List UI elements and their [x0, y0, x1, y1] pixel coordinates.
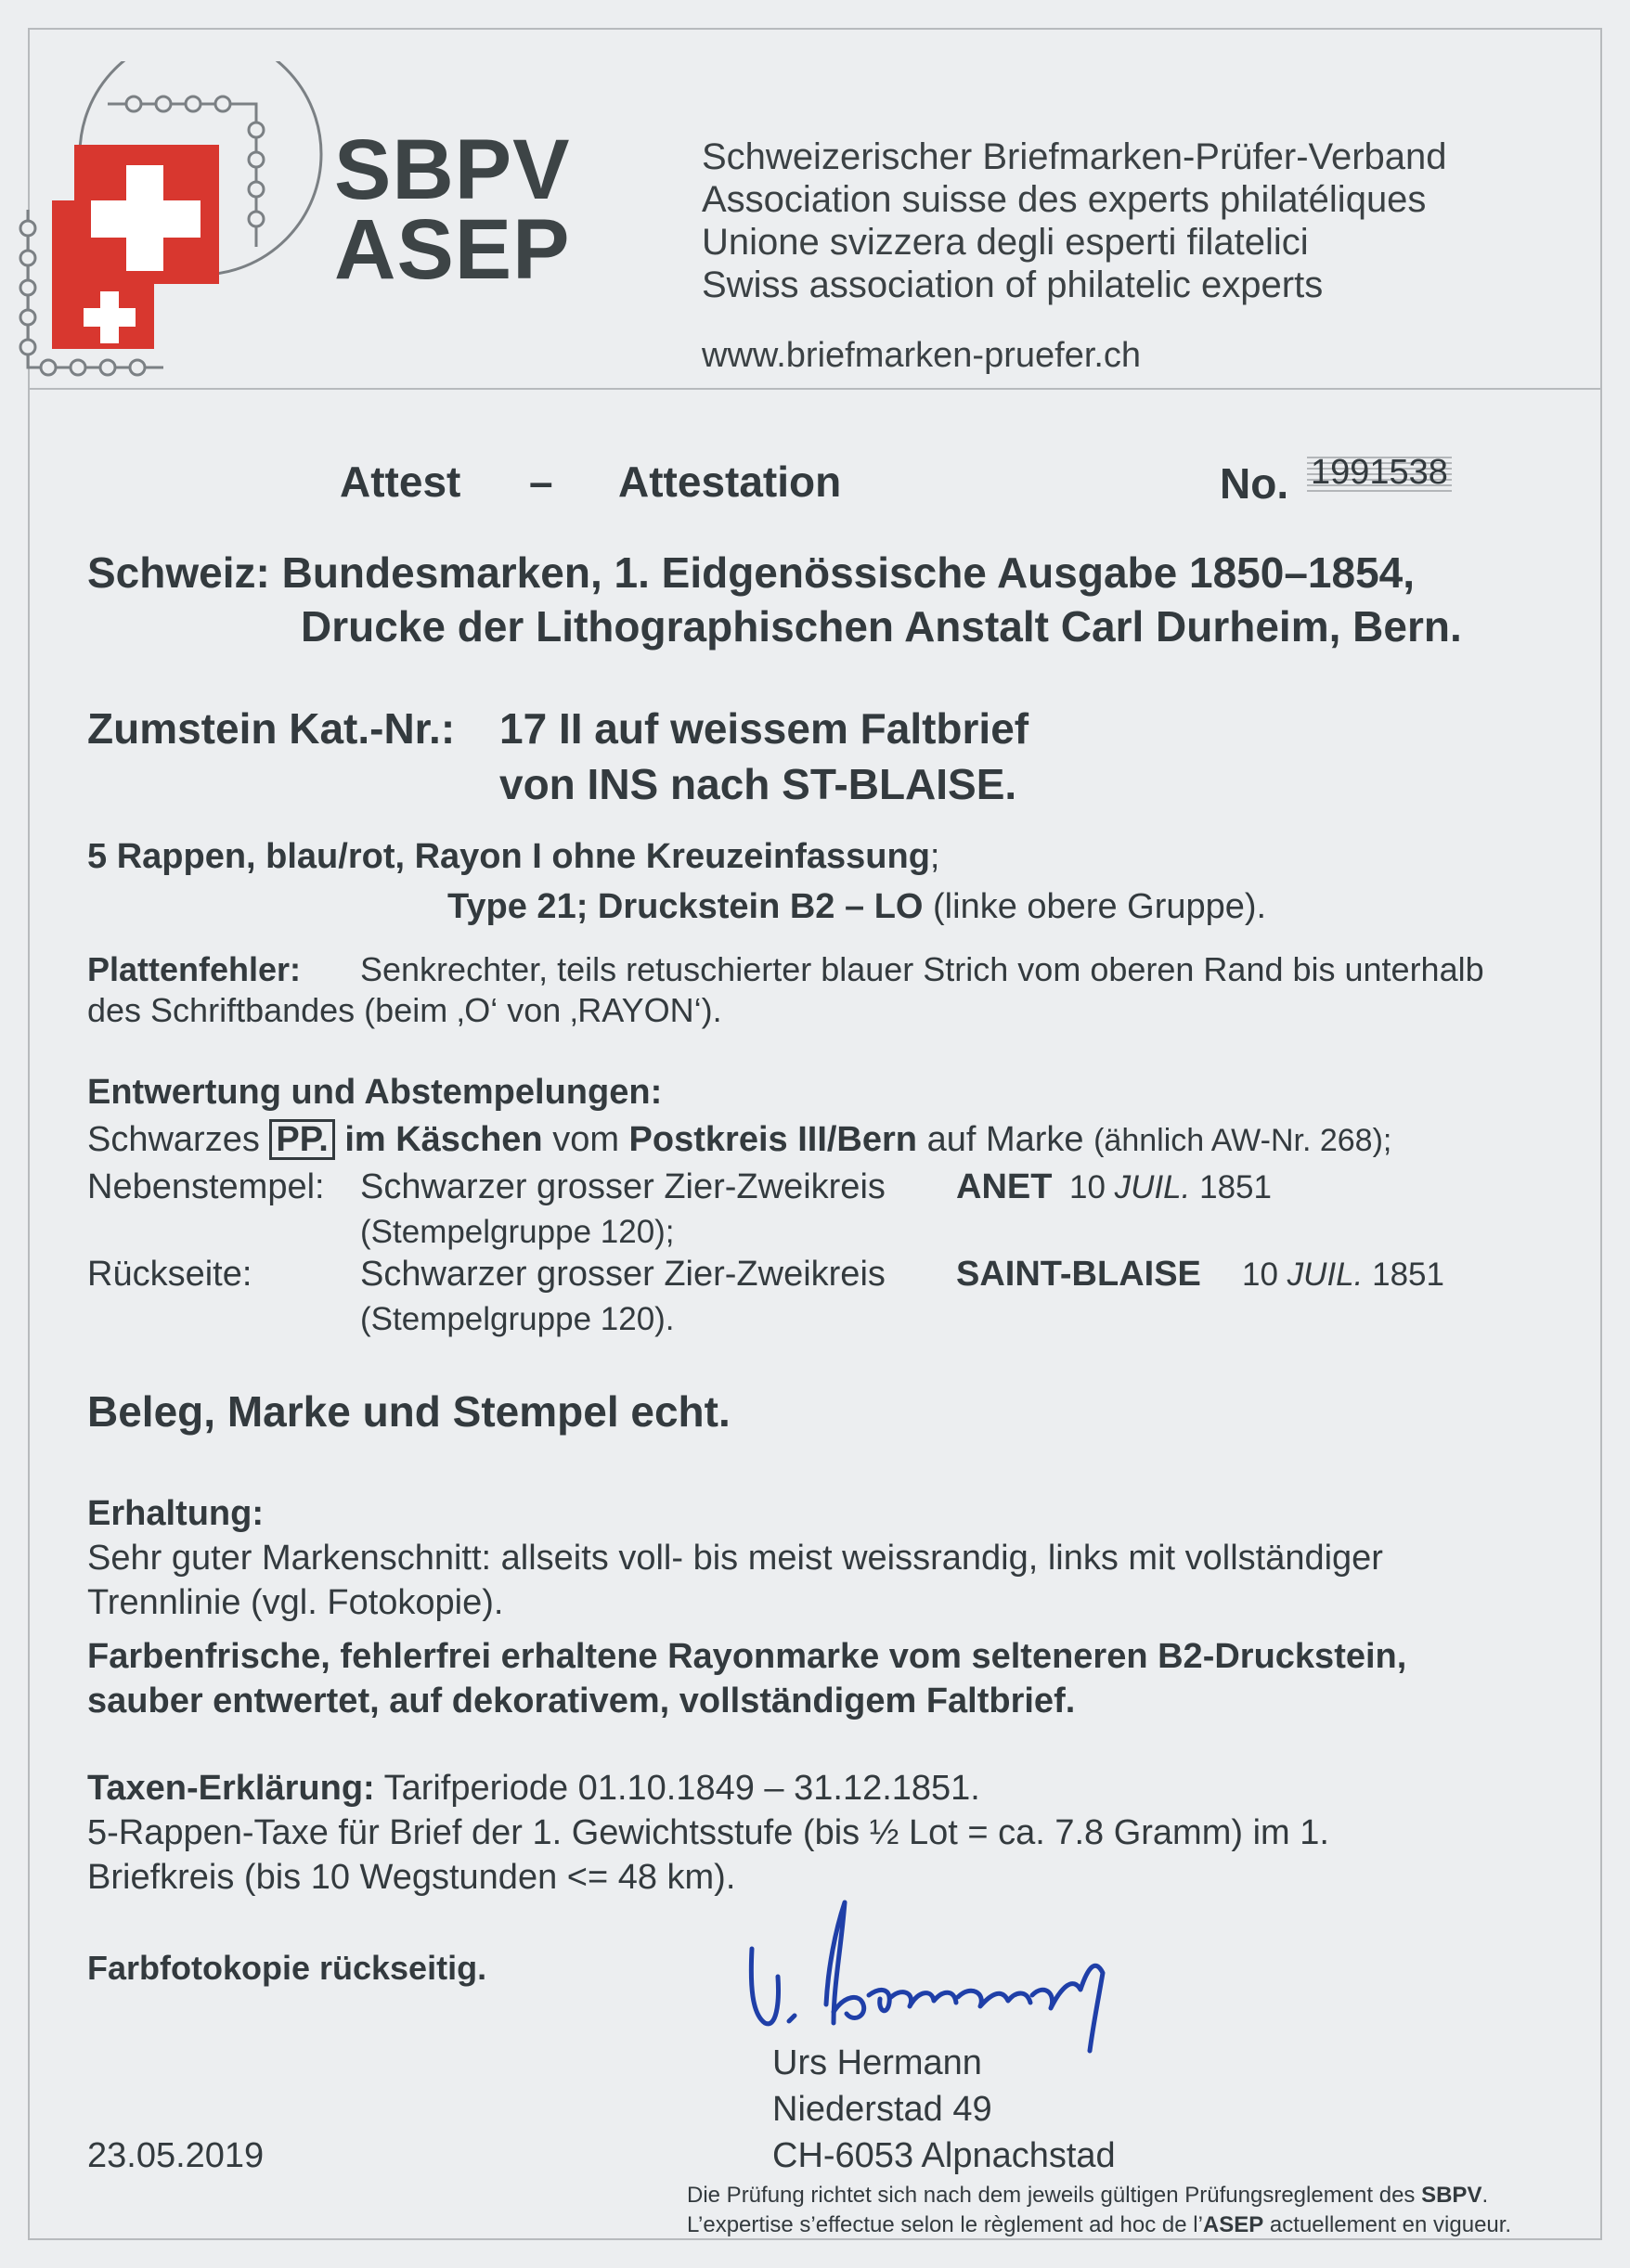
- stamp-group: (linke obere Gruppe).: [923, 887, 1267, 926]
- erhaltung-bold1: Farbenfrische, fehlerfrei erhaltene Rayonmarke vom selteneren B2-Druckstein,: [87, 1637, 1407, 1676]
- nebenstempel-group: (Stempelgruppe 120);: [360, 1214, 675, 1250]
- footnote-fr-end: actuellement en vigueur.: [1263, 2212, 1512, 2237]
- footnote-de: [687, 2183, 1488, 2209]
- rueckseite-day: 10: [1242, 1256, 1278, 1293]
- title-attestation: Attestation: [618, 457, 842, 506]
- rueckseite-text: Schwarzer grosser Zier-Zweikreis: [360, 1255, 886, 1294]
- stamp-line1: [87, 837, 939, 877]
- stamp-line1-text: 5 Rappen, blau/rot, Rayon I ohne Kreuzeinfassung: [87, 837, 930, 876]
- assoc-fr: Association suisse des experts philatéliques: [702, 179, 1427, 220]
- entwertung-postkreis: Postkreis III/Bern: [628, 1120, 918, 1159]
- brand-asep: ASEP: [334, 202, 571, 297]
- certificate-number-label: No.: [1220, 459, 1289, 508]
- certificate-number: [1307, 453, 1452, 493]
- fotokopie-note: Farbfotokopie rückseitig.: [87, 1949, 487, 1987]
- footnote-fr: [687, 2212, 1511, 2238]
- nebenstempel-year: 1851: [1199, 1169, 1272, 1205]
- footnote-fr-text: L’expertise s’effectue selon le règlement ad hoc de l’: [687, 2212, 1203, 2237]
- expert-city: CH-6053 Alpnachstad: [772, 2136, 1116, 2175]
- subject-line1: Schweiz: Bundesmarken, 1. Eidgenössische Ausgabe 1850–1854,: [87, 548, 1416, 597]
- taxen-tarifperiode: Tarifperiode 01.10.1849 – 31.12.1851.: [374, 1769, 980, 1808]
- nebenstempel-label: Nebenstempel:: [87, 1167, 325, 1206]
- rueckseite-date: [1242, 1256, 1444, 1294]
- title-attest: Attest: [340, 457, 461, 506]
- plattenfehler-line1: Senkrechter, teils retuschierter blauer Strich vom oberen Rand bis unterhalb: [360, 950, 1484, 988]
- stamp-line2: [447, 887, 1266, 927]
- brand-name: [334, 122, 571, 297]
- expert-street: Niederstad 49: [772, 2090, 992, 2129]
- footnote-de-end: .: [1481, 2183, 1489, 2208]
- nebenstempel-date: [1069, 1169, 1272, 1206]
- verdict: Beleg, Marke und Stempel echt.: [87, 1387, 731, 1436]
- stamp-type: Type 21; Druckstein B2 – LO: [447, 887, 924, 926]
- assoc-it: Unione svizzera degli esperti filatelici: [702, 222, 1309, 263]
- entwertung-kaeschen: im Käschen: [334, 1120, 543, 1159]
- taxen-line3: Briefkreis (bis 10 Wegstunden <= 48 km).: [87, 1858, 736, 1897]
- header-divider: [28, 388, 1602, 390]
- pp-cancel-box: PP.: [269, 1119, 334, 1160]
- erhaltung-line2: Trennlinie (vgl. Fotokopie).: [87, 1583, 504, 1622]
- rueckseite-month: JUIL.: [1287, 1256, 1364, 1293]
- zumstein-line2: von INS nach ST-BLAISE.: [499, 760, 1017, 808]
- rueckseite-year: 1851: [1372, 1256, 1444, 1293]
- sbpv-logo-icon: [15, 61, 330, 377]
- zumstein-line1: 17 II auf weissem Faltbrief: [499, 704, 1029, 753]
- erhaltung-line1: Sehr guter Markenschnitt: allseits voll- bis meist weissrandig, links mit vollständiger: [87, 1539, 1383, 1578]
- erhaltung-bold2: sauber entwertet, auf dekorativem, vollständigem Faltbrief.: [87, 1682, 1076, 1720]
- nebenstempel-place: ANET: [956, 1167, 1053, 1206]
- assoc-en: Swiss association of philatelic experts: [702, 264, 1324, 305]
- entwertung-auf-marke: auf Marke: [917, 1120, 1094, 1159]
- issue-date: 23.05.2019: [87, 2136, 265, 2175]
- assoc-de: Schweizerischer Briefmarken-Prüfer-Verband: [702, 136, 1447, 177]
- title-dash: –: [529, 457, 553, 506]
- zumstein-label: Zumstein Kat.-Nr.:: [87, 704, 456, 753]
- website-url: www.briefmarken-pruefer.ch: [702, 336, 1142, 375]
- entwertung-vom: vom: [542, 1120, 629, 1159]
- subject-line2: Drucke der Lithographischen Anstalt Carl Durheim, Bern.: [301, 602, 1462, 651]
- rueckseite-group: (Stempelgruppe 120).: [360, 1301, 675, 1337]
- expert-name: Urs Hermann: [772, 2043, 982, 2082]
- association-names: [702, 135, 1447, 306]
- nebenstempel-month: JUIL.: [1114, 1169, 1191, 1205]
- entwertung-row1: [87, 1119, 1391, 1160]
- taxen-line1: [87, 1769, 980, 1809]
- footnote-de-text: Die Prüfung richtet sich nach dem jeweils gültigen Prüfungsreglement des: [687, 2183, 1422, 2208]
- entwertung-aw-ref: (ähnlich AW-Nr. 268);: [1093, 1123, 1392, 1158]
- footnote-de-sbpv: SBPV: [1421, 2183, 1482, 2208]
- taxen-line2: 5-Rappen-Taxe für Brief der 1. Gewichtsstufe (bis ½ Lot = ca. 7.8 Gramm) im 1.: [87, 1813, 1329, 1852]
- entwertung-schwarzes: Schwarzes: [87, 1120, 270, 1159]
- footnote-fr-asep: ASEP: [1202, 2212, 1264, 2237]
- nebenstempel-text: Schwarzer grosser Zier-Zweikreis: [360, 1167, 886, 1206]
- brand-sbpv: SBPV: [334, 122, 571, 217]
- stamp-line1-end: ;: [929, 837, 940, 876]
- nebenstempel-day: 10: [1069, 1169, 1106, 1205]
- erhaltung-heading: Erhaltung:: [87, 1494, 264, 1533]
- certificate-number-value: 1991538: [1307, 453, 1452, 493]
- plattenfehler-label: Plattenfehler:: [87, 950, 302, 988]
- taxen-label: Taxen-Erklärung:: [87, 1769, 375, 1808]
- plattenfehler-line2: des Schriftbandes (beim ‚O‘ von ‚RAYON‘).: [87, 991, 722, 1029]
- rueckseite-label: Rückseite:: [87, 1255, 252, 1294]
- rueckseite-place: SAINT-BLAISE: [956, 1255, 1201, 1294]
- signature-icon: [724, 1893, 1188, 2060]
- entwertung-heading: Entwertung und Abstempelungen:: [87, 1073, 663, 1112]
